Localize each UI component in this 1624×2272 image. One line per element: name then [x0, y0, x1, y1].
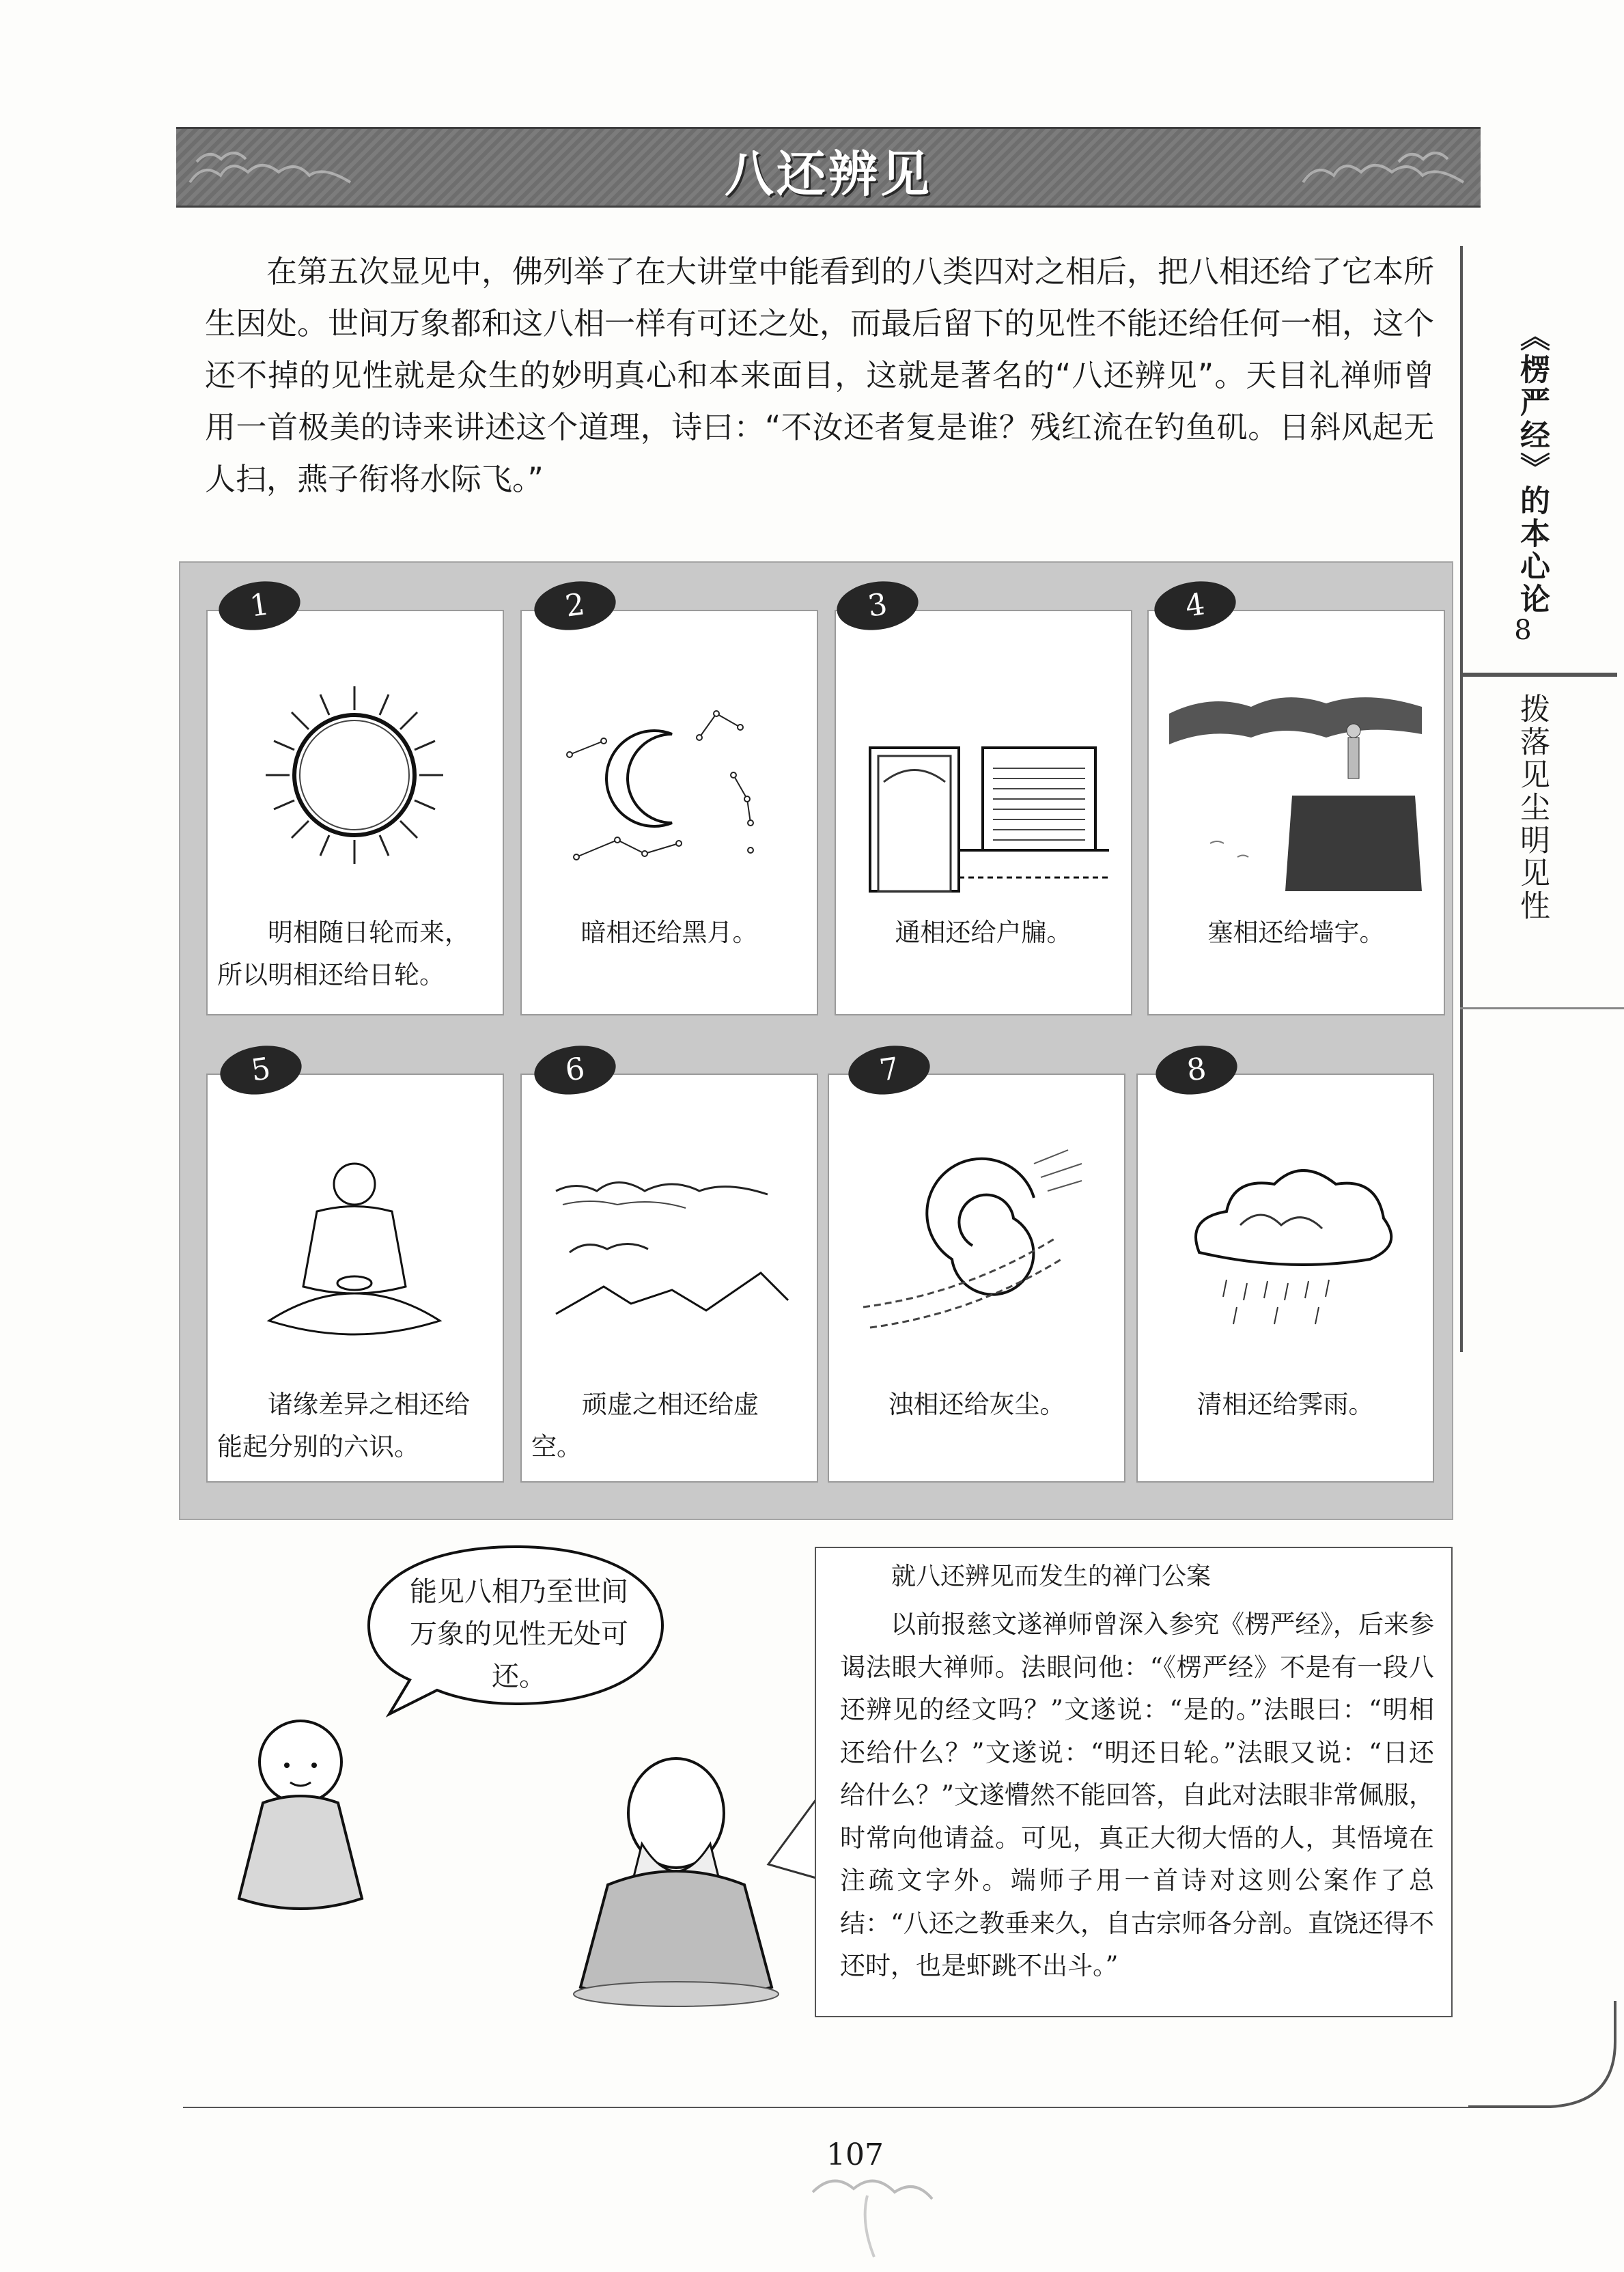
- panel-card: [1136, 1074, 1434, 1483]
- rain-cloud-icon: [1158, 1136, 1411, 1362]
- panel-card: [206, 610, 504, 1015]
- clouds-mountains-icon: [542, 1136, 795, 1362]
- panel-card: [520, 610, 818, 1015]
- panel-caption: 暗相还给黑月。: [580, 918, 758, 947]
- story-title: 就八还辨见而发生的禅门公案: [891, 1562, 1212, 1590]
- page-title: 八还辨见: [724, 145, 932, 203]
- panel-caption: 清相还给霁雨。: [1196, 1390, 1374, 1419]
- door-window-icon: [856, 673, 1109, 898]
- panel-number-badge: 6: [531, 1041, 619, 1099]
- panel-card: [1147, 610, 1445, 1015]
- panel-number-badge: 8: [1153, 1041, 1241, 1099]
- panel-caption: 浊相还给灰尘。: [888, 1390, 1065, 1419]
- panel-caption: 明相随日轮而来，所以明相还给日轮。: [217, 918, 470, 990]
- panel-card: [828, 1074, 1125, 1483]
- panel-card: [206, 1074, 504, 1483]
- speech-bubble-text: 能见八相乃至世间万象的见性无处可还。: [410, 1576, 628, 1692]
- side-rule: [1460, 246, 1463, 1352]
- panel-card: [835, 610, 1132, 1015]
- chapter-number: 8: [1514, 615, 1532, 646]
- meditating-monk-icon: [228, 1136, 481, 1362]
- panel-card: [520, 1074, 818, 1483]
- side-divider: [1460, 1007, 1624, 1009]
- section-title-tab: 拨落见尘明见性: [1515, 693, 1550, 923]
- panel-number-badge: 7: [845, 1041, 934, 1099]
- panel-number-badge: 2: [531, 576, 619, 635]
- bottom-rule: [183, 2107, 1474, 2108]
- panel-number-badge: 4: [1151, 576, 1240, 635]
- page-corner-curve: [1468, 2001, 1619, 2110]
- little-monk-icon: [225, 1707, 376, 1926]
- story-body: 以前报慈文遂禅师曾深入参究《楞严经》，后来参谒法眼大禅师。法眼问他：“《楞严经》不是有一段八还辨见的经文吗？”文遂说：“是的。”法眼曰：“明相还给什么？”文遂说：“明还日轮。”法眼又说：“日还给什么？”文遂懵然不能回答，自此对法眼非常佩服，时常向他请益。可见，真正大彻大悟的人，其悟境在注疏文字外。端师子用一首诗对这则公案作了总结：“八还之教垂来久，自古宗师各分剖。直饶还得不还时，也是虾跳不出斗。”: [840, 1610, 1434, 1980]
- moon-icon: [542, 673, 795, 898]
- panel-caption: 诸缘差异之相还给能起分别的六识。: [217, 1390, 470, 1461]
- sun-icon: [228, 673, 481, 898]
- side-divider: [1460, 673, 1617, 677]
- book-title-tab: 《楞严经》的本心论: [1515, 321, 1550, 616]
- intro-paragraph: 在第五次显见中，佛列举了在大讲堂中能看到的八类四对之相后，把八相还给了它本所生因处。世间万象都和这八相一样有可还之处，而最后留下的见性不能还给任何一相，这个还不掉的见性就是众生的妙明真心和本来面目，这就是著名的“八还辨见”。天目礼禅师曾用一首极美的诗来讲述这个道理，诗曰：“不汝还者复是谁？残红流在钓鱼矶。日斜风起无人扫，燕子衔将水际飞。”: [205, 253, 1435, 497]
- panel-number-badge: 1: [216, 576, 304, 635]
- title-banner: [176, 127, 1481, 208]
- old-master-icon: [567, 1748, 785, 2008]
- panel-caption: 顽虚之相还给虚空。: [531, 1390, 759, 1461]
- panel-caption: 通相还给户牖。: [895, 918, 1072, 947]
- panel-number-badge: 5: [217, 1041, 305, 1099]
- dust-swirl-icon: [850, 1136, 1102, 1362]
- panel-number-badge: 3: [834, 576, 922, 635]
- cliff-figure-icon: [1169, 673, 1422, 898]
- panel-caption: 塞相还给墙宇。: [1207, 918, 1385, 947]
- cloud-ornament-icon: [792, 2165, 956, 2260]
- callout-pointer: [765, 1796, 820, 1885]
- page-number: 107: [826, 2137, 884, 2172]
